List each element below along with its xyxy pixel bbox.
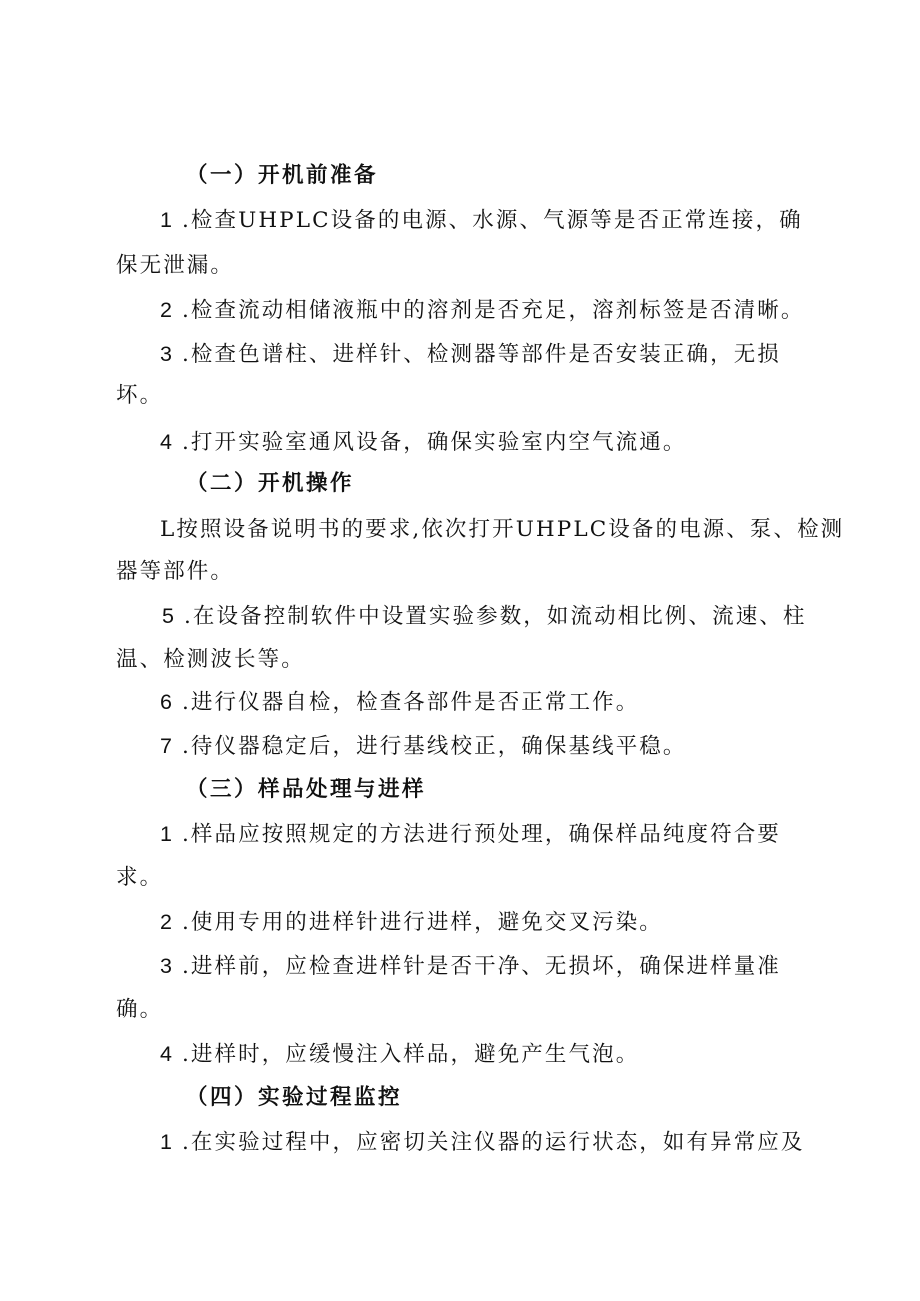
item-text: .待仪器稳定后，进行基线校正，确保基线平稳。 [181, 734, 687, 759]
list-item [160, 688, 639, 717]
item-number: 4 [160, 430, 172, 454]
item-text: .检查色谱柱、进样针、检测器等部件是否安装正确，无损 [181, 342, 781, 367]
item-number: 1 [160, 1130, 172, 1154]
list-item [160, 732, 687, 761]
list-item [160, 820, 781, 849]
item-text: .打开实验室通风设备，确保实验室内空气流通。 [181, 430, 687, 455]
item-continuation: 器等部件。 [116, 559, 235, 584]
item-text: .在实验过程中，应密切关注仪器的运行状态，如有异常应及 [181, 1130, 805, 1155]
list-item [160, 952, 781, 981]
item-continuation: 求。 [116, 865, 164, 890]
item-number: 1 [160, 208, 172, 232]
list-item [160, 296, 805, 325]
list-item [160, 516, 844, 544]
list-item [160, 1128, 805, 1157]
item-text: .检查流动相储液瓶中的溶剂是否充足，溶剂标签是否清晰。 [181, 298, 805, 323]
item-text: .进样时，应缓慢注入样品，避免产生气泡。 [181, 1042, 640, 1067]
item-text: .进行仪器自检，检查各部件是否正常工作。 [181, 690, 640, 715]
item-number: 4 [160, 1042, 172, 1066]
section-heading-1: （一）开机前准备 [186, 163, 379, 188]
item-continuation: 确。 [116, 997, 164, 1022]
list-item [160, 908, 663, 937]
list-item [160, 340, 781, 369]
item-number: 1 [160, 822, 172, 846]
list-item [162, 602, 807, 631]
item-continuation: 坏。 [116, 383, 164, 408]
list-item [160, 1040, 639, 1069]
item-number: 3 [160, 954, 172, 978]
item-continuation: 保无泄漏。 [116, 253, 235, 278]
item-text: .使用专用的进样针进行进样，避免交叉污染。 [181, 910, 663, 935]
item-number: 6 [160, 690, 172, 714]
section-heading-2: （二）开机操作 [186, 471, 355, 496]
item-number: 7 [160, 734, 172, 758]
item-text: .进样前，应检查进样针是否干净、无损坏，确保进样量准 [181, 954, 781, 979]
item-text: .样品应按照规定的方法进行预处理，确保样品纯度符合要 [181, 822, 781, 847]
item-number: 5 [162, 604, 174, 628]
item-continuation: 温、检测波长等。 [116, 647, 305, 672]
item-text: .检查UHPLC设备的电源、水源、气源等是否正常连接，确 [181, 208, 803, 233]
list-item [160, 428, 687, 457]
list-item [160, 206, 803, 235]
item-text: .在设备控制软件中设置实验参数，如流动相比例、流速、柱 [183, 604, 807, 629]
section-heading-3: （三）样品处理与进样 [186, 777, 427, 802]
section-heading-4: （四）实验过程监控 [186, 1085, 403, 1110]
item-number: 2 [160, 298, 172, 322]
item-number: 3 [160, 342, 172, 366]
item-number: 2 [160, 910, 172, 934]
item-text: L按照设备说明书的要求,依次打开UHPLC设备的电源、泵、检测 [160, 517, 845, 542]
